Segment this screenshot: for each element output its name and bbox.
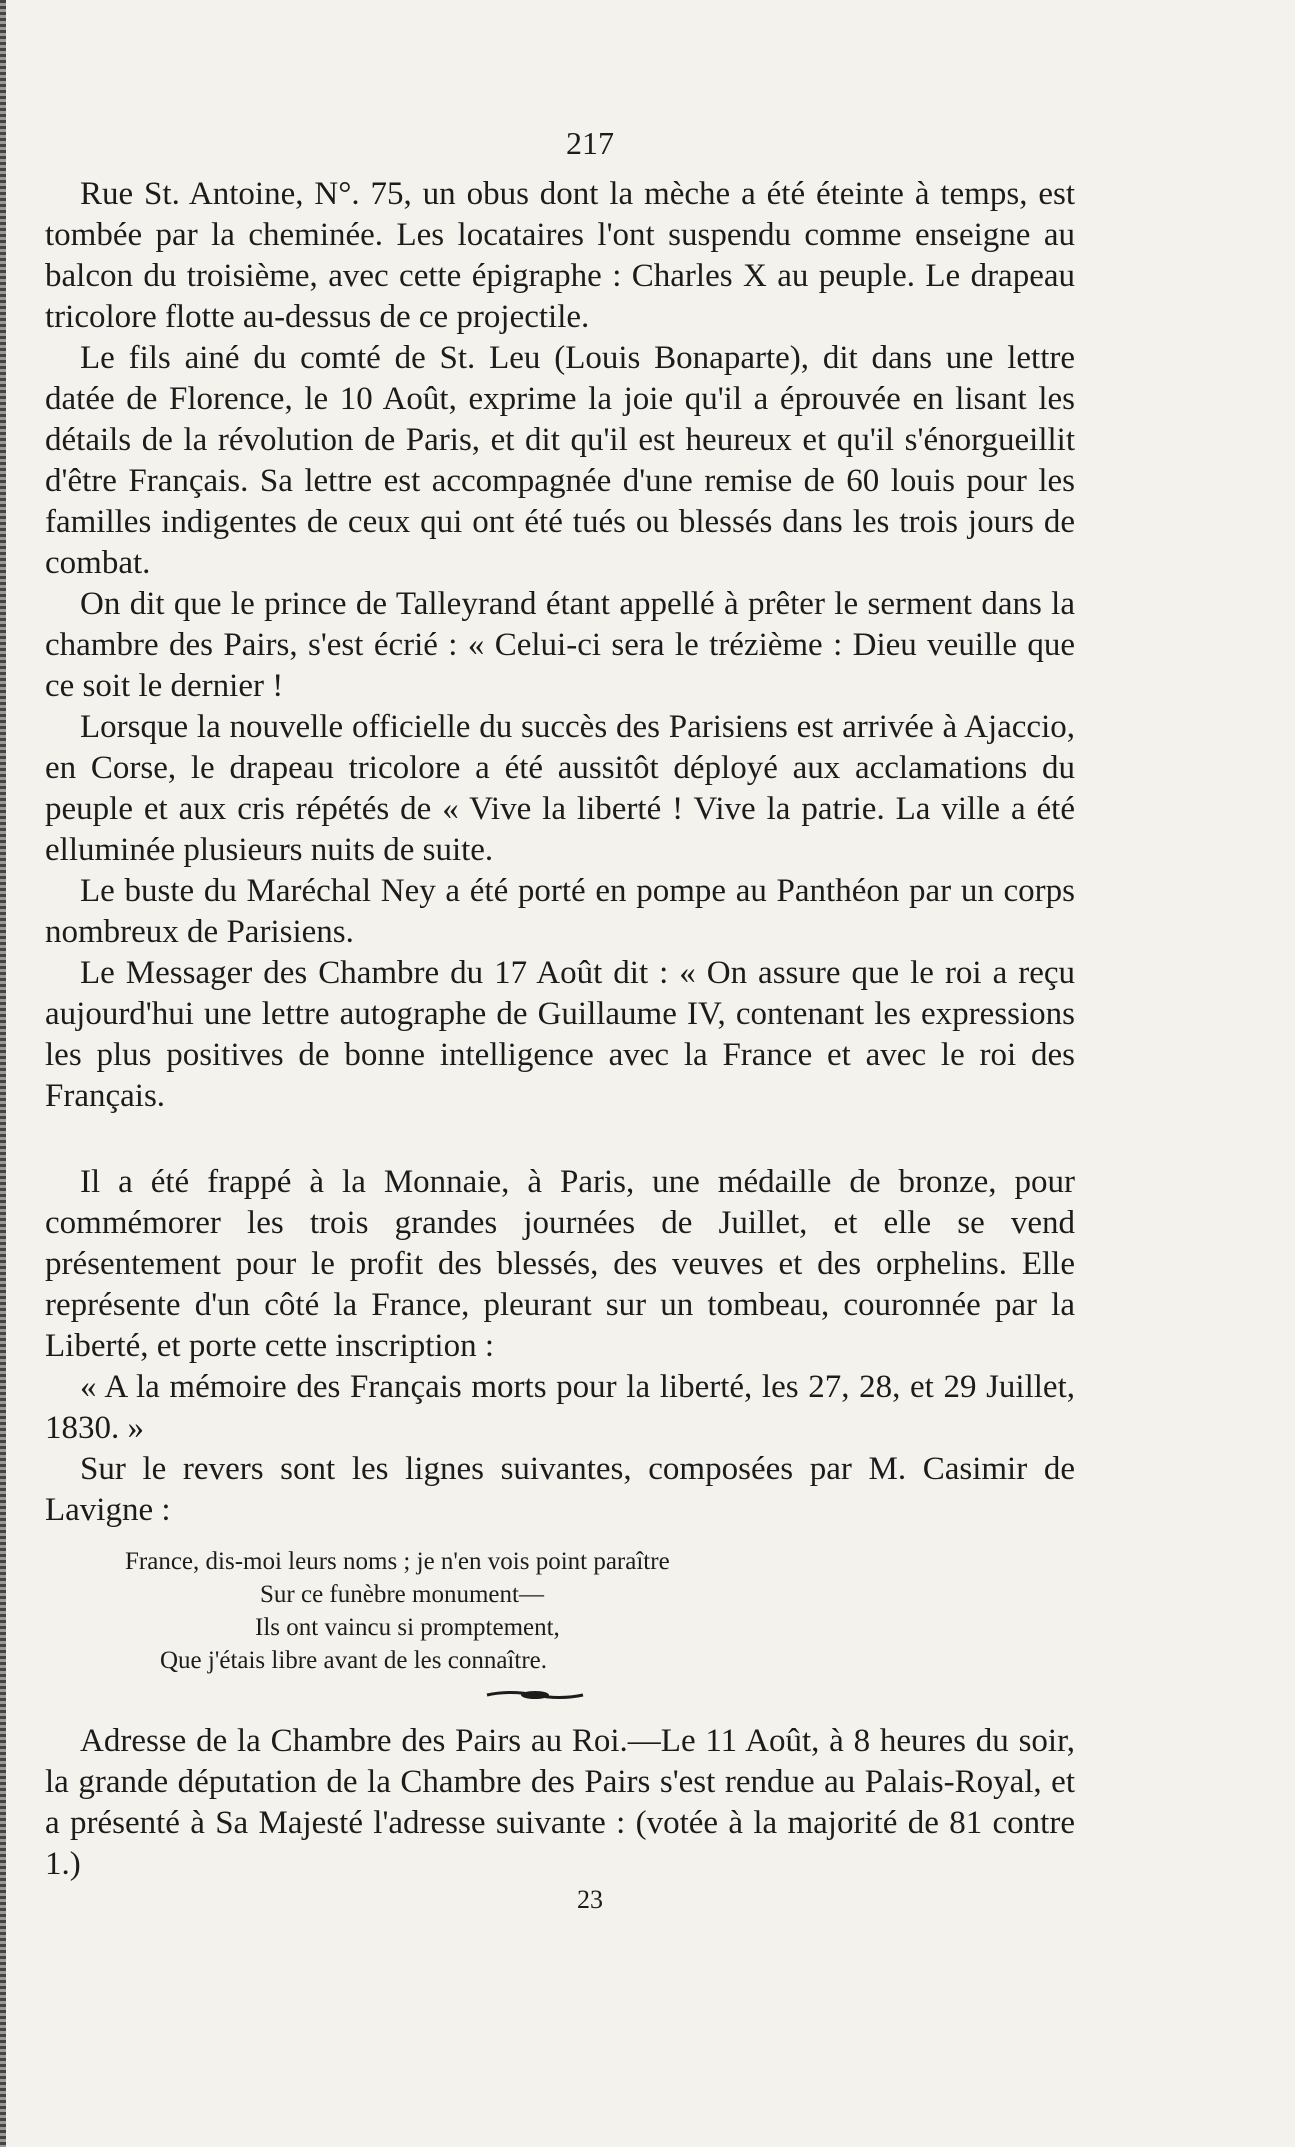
paragraph-inscription: « A la mémoire des Français morts pour la liberté, les 27, 28, et 29 Juillet, 1830. » — [45, 1369, 1075, 1446]
poem-line: France, dis-moi leurs noms ; je n'en vois point paraître — [125, 1548, 670, 1575]
poem-line: Sur ce funèbre monument— — [260, 1581, 544, 1608]
paragraph-talleyrand: On dit que le prince de Talleyrand étant appellé à prêter le serment dans la chambre des Pairs, s'est écrié : « Celui-ci sera le trézième : Dieu veuille que ce soit le dernier ! — [45, 586, 1075, 704]
paragraph-fils-aine: Le fils ainé du comté de St. Leu (Louis Bonaparte), dit dans une lettre datée de Florence, le 10 Août, exprime la joie qu'il a éprouvée en lisant les détails de la révolution de Paris, et dit qu'il est heureux et qu'il s'énorgueillit d'être Français. Sa lettre est accompagnée d'une remise de 60 louis pour les familles indigentes de ceux qui ont été tués ou blessés dans les trois jours de combat. — [45, 340, 1075, 581]
page-number: 217 — [566, 125, 614, 161]
paragraph-revers: Sur le revers sont les lignes suivantes, composées par M. Casimir de Lavigne : — [45, 1451, 1075, 1528]
paragraph-medaille: Il a été frappé à la Monnaie, à Paris, une médaille de bronze, pour commémorer les trois grandes journées de Juillet, et elle se vend présentement pour le profit des blessés, des veuves et des orphelins. Elle représente d'un côté la France, pleurant sur un tombeau, couronnée par la Liberté, et porte cette inscription : — [45, 1164, 1075, 1364]
paragraph-messager: Le Messager des Chambre du 17 Août dit : « On assure que le roi a reçu aujourd'hui une lettre autographe de Guillaume IV, contenant les expressions les plus positives de bonne intelligence avec la France et avec le roi des Français. — [45, 955, 1075, 1114]
signature-mark: 23 — [577, 1885, 603, 1914]
paragraph-rue-st-antoine: Rue St. Antoine, N°. 75, un obus dont la mèche a été éteinte à temps, est tombée par la cheminée. Les locataires l'ont suspendu comme enseigne au balcon du troisième, avec cette épigraphe : Charles X au peuple. Le drapeau tricolore flotte au-dessus de ce projectile. — [45, 176, 1075, 335]
section-gap — [45, 1117, 1075, 1162]
ornament-divider-icon — [485, 1687, 585, 1703]
paragraph-adresse: Adresse de la Chambre des Pairs au Roi.—Le 11 Août, à 8 heures du soir, la grande députation de la Chambre des Pairs s'est rendue au Palais-Royal, et a présenté à Sa Majesté l'adresse suivante : (votée à la majorité de 81 contre 1.) — [45, 1723, 1075, 1882]
paragraph-buste-ney: Le buste du Maréchal Ney a été porté en pompe au Panthéon par un corps nombreux de Parisiens. — [45, 873, 1075, 950]
paragraph-ajaccio: Lorsque la nouvelle officielle du succès des Parisiens est arrivée à Ajaccio, en Corse, le drapeau tricolore a été aussitôt déployé aux acclamations du peuple et aux cris répétés de « Vive la liberté ! Vive la patrie. La ville a été elluminée plusieurs nuits de suite. — [45, 709, 1075, 868]
poem-line: Ils ont vaincu si promptement, — [255, 1614, 560, 1641]
poem-line: Que j'étais libre avant de les connaître. — [160, 1647, 547, 1674]
document-page — [45, 125, 1075, 1915]
scan-binding-edge — [0, 0, 6, 2147]
poem — [45, 1545, 1075, 1677]
